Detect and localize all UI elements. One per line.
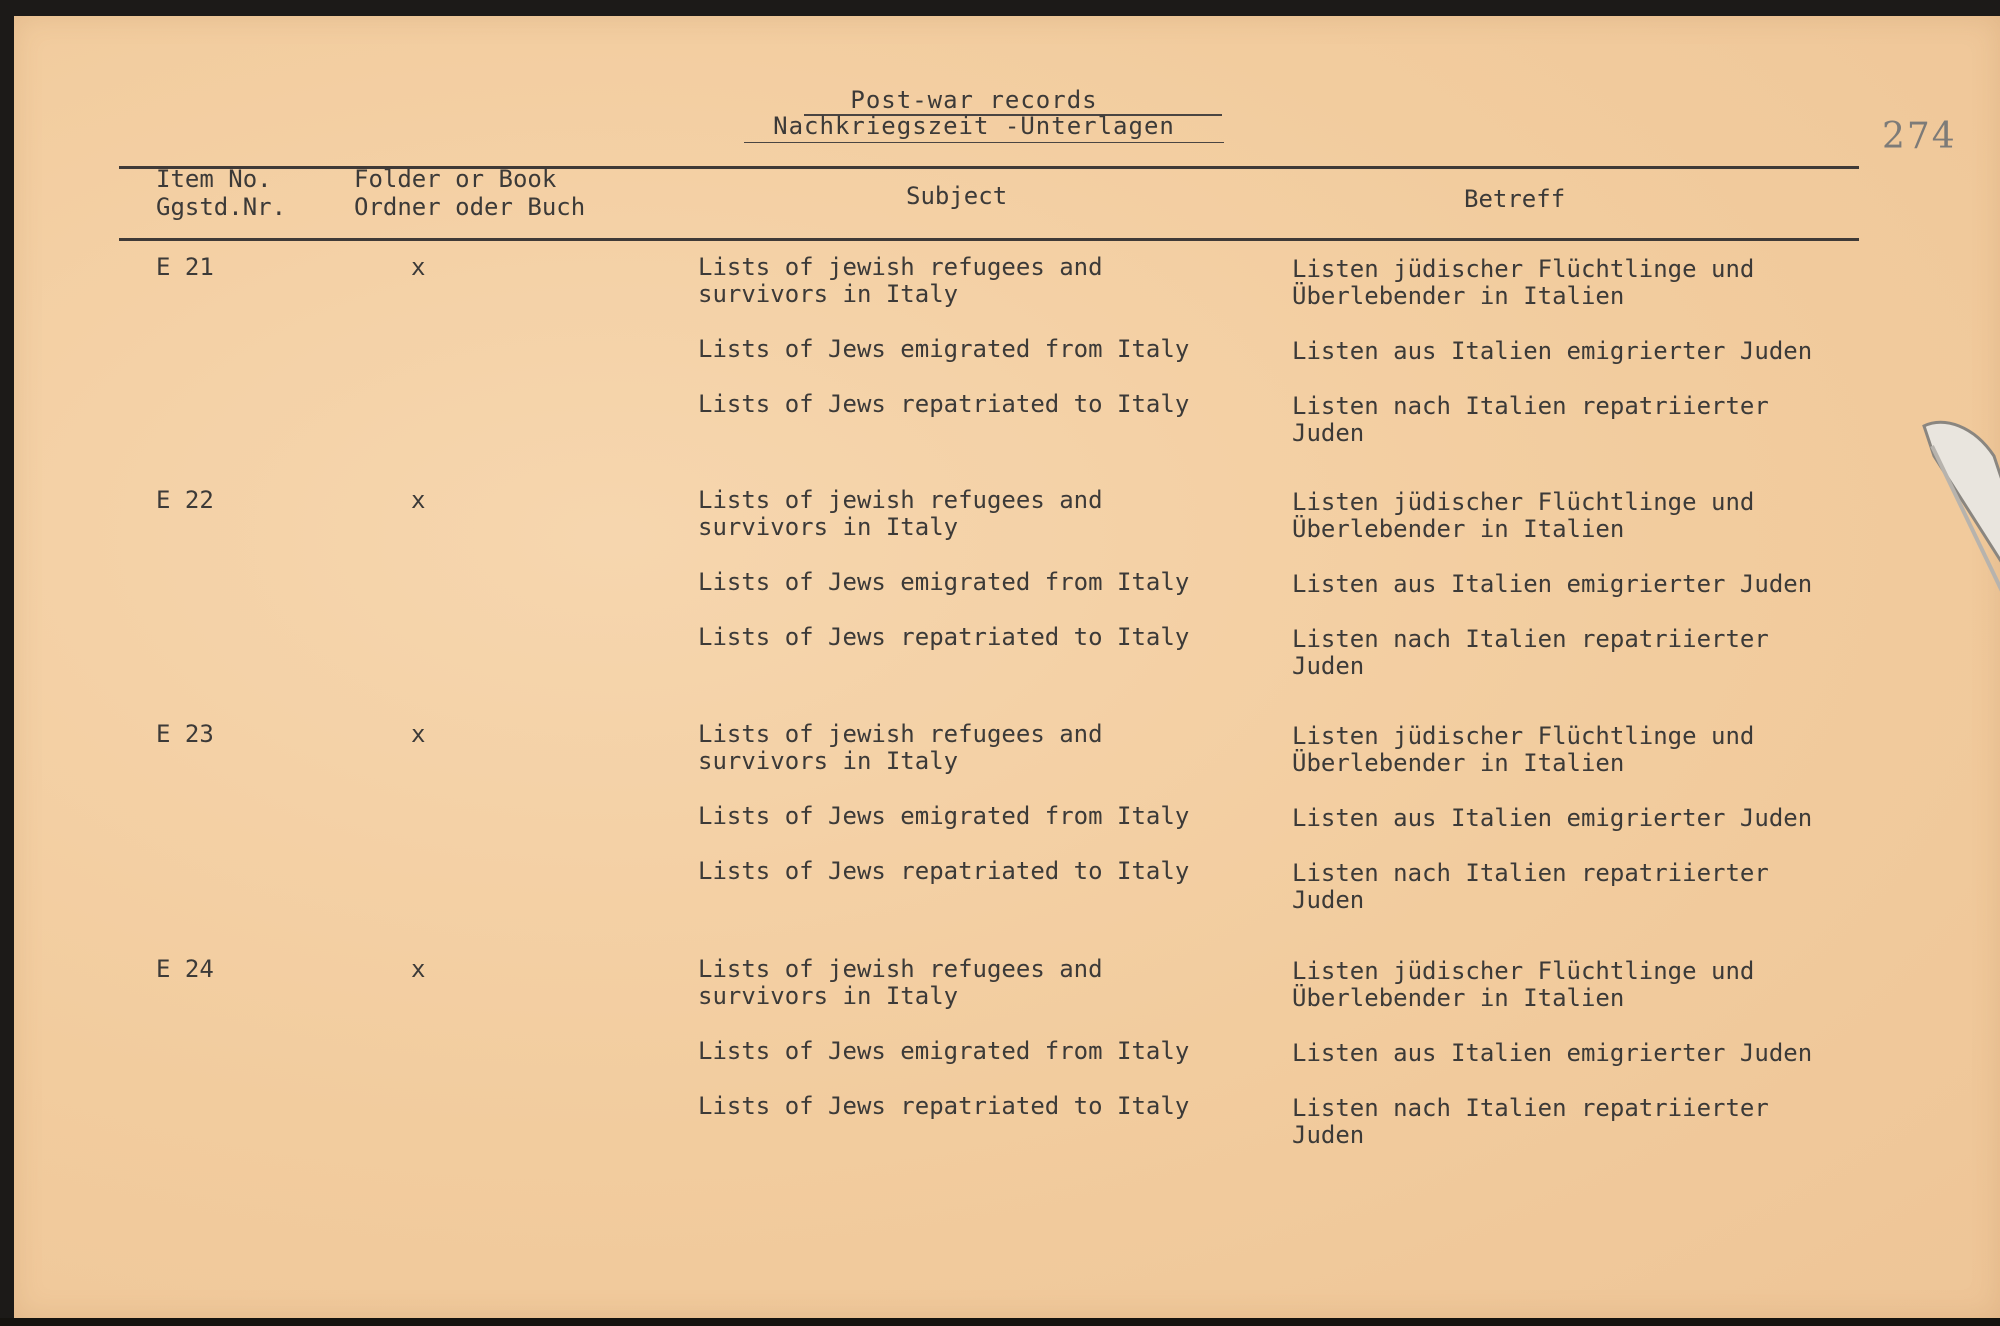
betreff-line: Listen jüdischer Flüchtlinge und [1292,722,1755,750]
col-header-folder-de: Ordner oder Buch [354,193,586,221]
subject-line: Lists of jewish refugees and [698,486,1103,514]
page-number: 274 [1882,116,1957,157]
subject-line: Lists of jewish refugees and [698,955,1103,983]
folder-mark: x [411,486,426,514]
col-header-subject: Subject [906,182,1008,210]
folder-mark: x [411,253,426,281]
folder-mark: x [411,955,426,983]
title-overline [744,142,1224,143]
subject-line: Lists of jewish refugees and [698,720,1103,748]
subject-line: survivors in Italy [698,747,959,775]
tweezer-tool [1914,416,2000,676]
item-number: E 24 [156,955,214,983]
betreff-line: Listen jüdischer Flüchtlinge und [1292,957,1755,985]
item-number: E 22 [156,486,214,514]
col-header-item-en: Item No. [156,165,272,193]
col-header-folder-en: Folder or Book [354,165,557,193]
betreff-line: Juden [1292,419,1365,447]
item-number: E 23 [156,720,214,748]
betreff-line: Listen aus Italien emigrierter Juden [1292,337,1813,365]
page-bottom-edge [0,1318,2000,1326]
betreff-line: Überlebender in Italien [1292,515,1625,543]
subject-line: Lists of Jews repatriated to Italy [698,857,1190,885]
betreff-line: Überlebender in Italien [1292,282,1625,310]
betreff-line: Juden [1292,886,1365,914]
betreff-line: Überlebender in Italien [1292,984,1625,1012]
subject-line: survivors in Italy [698,982,959,1010]
header-bottom-rule [119,238,1859,241]
betreff-line: Listen nach Italien repatriierter [1292,625,1769,653]
betreff-line: Listen aus Italien emigrierter Juden [1292,804,1813,832]
subject-line: Lists of Jews repatriated to Italy [698,623,1190,651]
document-page [14,16,2000,1318]
folder-mark: x [411,720,426,748]
subject-line: Lists of Jews emigrated from Italy [698,335,1190,363]
subject-line: Lists of jewish refugees and [698,253,1103,281]
betreff-line: Listen jüdischer Flüchtlinge und [1292,255,1755,283]
betreff-line: Listen jüdischer Flüchtlinge und [1292,488,1755,516]
betreff-line: Listen aus Italien emigrierter Juden [1292,1039,1813,1067]
betreff-line: Listen nach Italien repatriierter [1292,859,1769,887]
subject-line: survivors in Italy [698,513,959,541]
subject-line: Lists of Jews emigrated from Italy [698,1037,1190,1065]
item-number: E 21 [156,253,214,281]
subject-line: Lists of Jews emigrated from Italy [698,568,1190,596]
title-english: Post-war records [850,86,1098,114]
subject-line: Lists of Jews emigrated from Italy [698,802,1190,830]
betreff-line: Listen aus Italien emigrierter Juden [1292,570,1813,598]
betreff-line: Listen nach Italien repatriierter [1292,1094,1769,1122]
betreff-line: Listen nach Italien repatriierter [1292,392,1769,420]
betreff-line: Überlebender in Italien [1292,749,1625,777]
col-header-item-de: Ggstd.Nr. [156,193,287,221]
col-header-betreff: Betreff [1464,185,1566,213]
subject-line: Lists of Jews repatriated to Italy [698,390,1190,418]
subject-line: Lists of Jews repatriated to Italy [698,1092,1190,1120]
title-german: Nachkriegszeit -Unterlagen [773,112,1175,140]
betreff-line: Juden [1292,1121,1365,1149]
subject-line: survivors in Italy [698,280,959,308]
betreff-line: Juden [1292,652,1365,680]
